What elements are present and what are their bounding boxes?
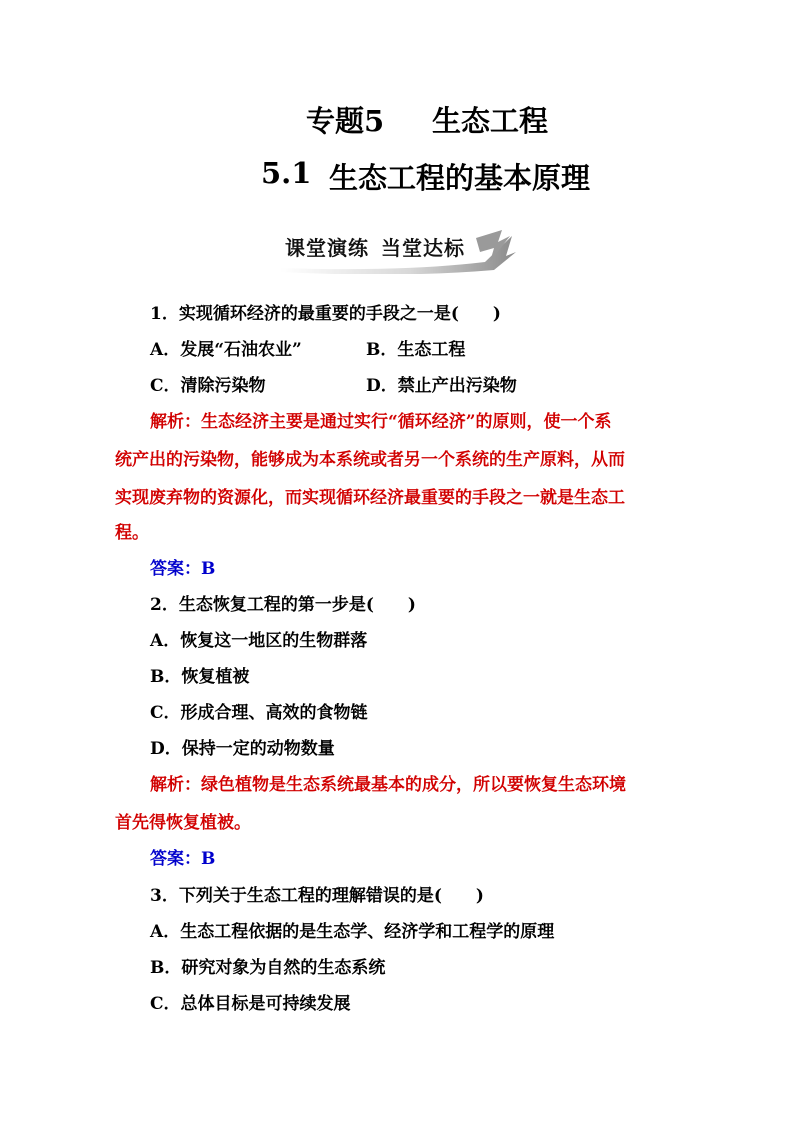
q2-analysis-label: 解析： <box>150 775 201 795</box>
q2-analysis-line2: 首先得恢复植被。 <box>115 813 251 833</box>
q1-analysis-line4: 程。 <box>115 523 149 543</box>
practice-banner <box>280 222 520 274</box>
q1-analysis-line3: 实现废弃物的资源化，而实现循环经济最重要的手段之一就是生态工 <box>115 488 625 508</box>
q2-option-b: B．恢复植被 <box>150 667 250 687</box>
q2-option-c: C．形成合理、高效的食物链 <box>150 703 368 723</box>
q3-option-c: C．总体目标是可持续发展 <box>150 994 351 1014</box>
q2-stem: 2．生态恢复工程的第一步是( ) <box>150 595 416 615</box>
q1-stem: 1．实现循环经济的最重要的手段之一是( ) <box>150 304 501 324</box>
q1-answer: 答案：B <box>150 559 216 579</box>
q2-answer: 答案：B <box>150 849 216 869</box>
q2-analysis-line1: 解析：绿色植物是生态系统最基本的成分，所以要恢复生态环境 <box>150 775 626 795</box>
chapter-label: 专题5 <box>306 104 385 138</box>
q3-stem: 3．下列关于生态工程的理解错误的是( ) <box>150 886 484 906</box>
q1-answer-value: B <box>201 559 216 579</box>
chapter-name: 生态工程 <box>432 104 549 138</box>
q1-option-a: A．发展“石油农业” <box>150 340 302 360</box>
banner-part2: 当堂达标 <box>381 236 465 260</box>
q3-option-a: A．生态工程依据的是生态学、经济学和工程学的原理 <box>150 922 555 942</box>
section-number: 5.1 <box>261 156 312 190</box>
banner-part1: 课堂演练 <box>285 236 369 260</box>
q2-option-a: A．恢复这一地区的生物群落 <box>150 631 368 651</box>
q1-option-b: B．生态工程 <box>366 340 466 360</box>
q1-analysis-label: 解析： <box>150 412 201 432</box>
q2-option-d: D．保持一定的动物数量 <box>150 739 335 759</box>
q1-option-c: C．清除污染物 <box>150 376 266 396</box>
q3-option-b: B．研究对象为自然的生态系统 <box>150 958 386 978</box>
banner-text <box>285 232 477 261</box>
q2-answer-value: B <box>201 849 216 869</box>
q1-analysis-line1: 解析：生态经济主要是通过实行“循环经济”的原则，使一个系 <box>150 412 612 432</box>
section-name: 生态工程的基本原理 <box>329 161 591 195</box>
q1-option-d: D．禁止产出污染物 <box>366 376 517 396</box>
q1-analysis-line2: 统产出的污染物，能够成为本系统或者另一个系统的生产原料，从而 <box>115 450 625 470</box>
